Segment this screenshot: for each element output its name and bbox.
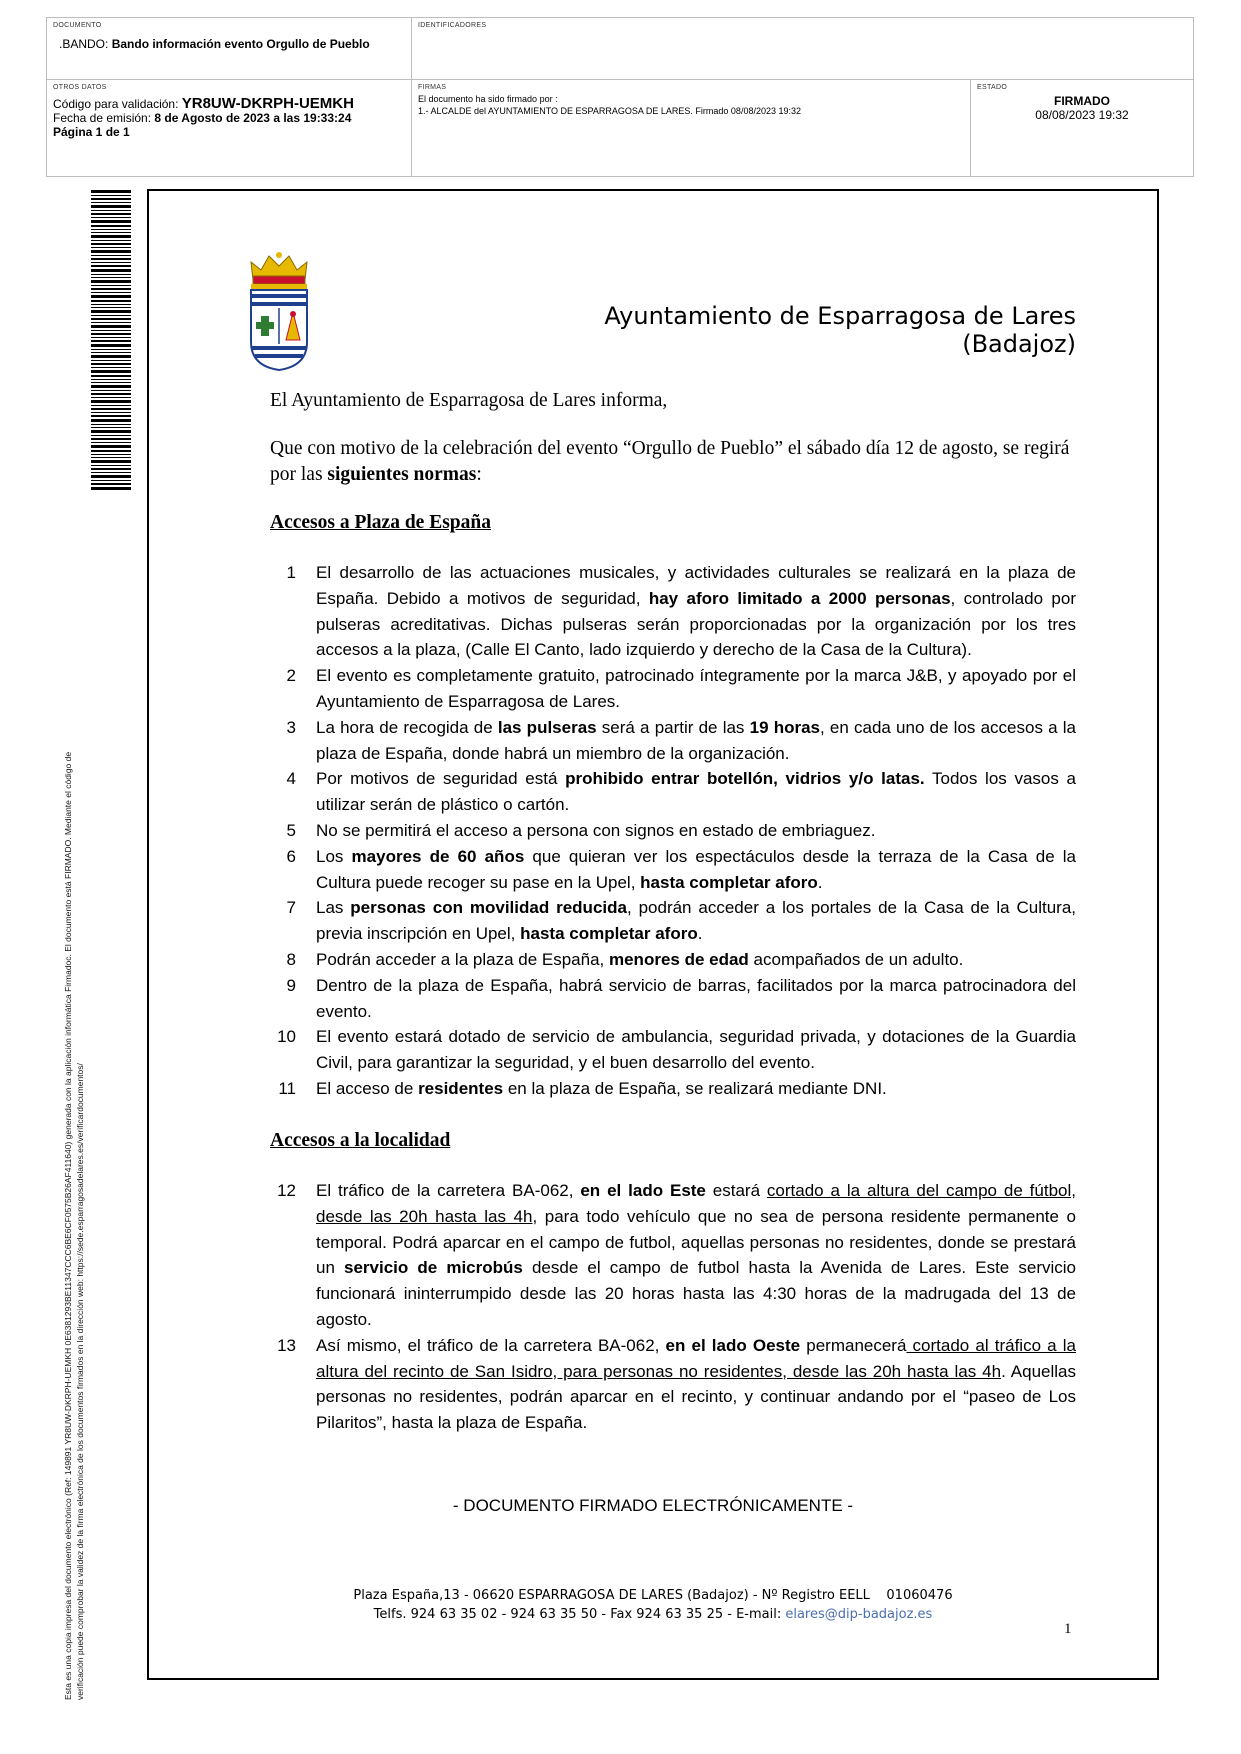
signature-header-table [46, 17, 1194, 177]
list-item: 3 La hora de recogida de las pulseras será a partir de las 19 horas, en cada uno de los accesos a la plaza de España, donde habrá un miembro de la organización. [286, 717, 1076, 763]
estado-value: FIRMADO [1054, 94, 1110, 108]
otros-datos-cell [47, 80, 412, 176]
validation-label: Código para validación: [53, 97, 182, 111]
estado-cell [971, 80, 1193, 176]
emission-date-line [53, 111, 405, 125]
emission-label: Fecha de emisión: [53, 111, 155, 125]
documento-title [59, 37, 405, 52]
list-item: 6 Los mayores de 60 años que quieran ver los espectáculos desde la terraza de la Casa de la Cultura puede recoger su pase en la Upel, hasta completar aforo. [286, 846, 1077, 892]
identificadores-cell [412, 18, 1193, 80]
intro-paragraph: El Ayuntamiento de Esparragosa de Lares informa, [270, 390, 668, 411]
rules-list-plaza [276, 560, 1076, 1102]
list-item: 5 No se permitirá el acceso a persona con signos en estado de embriaguez. [286, 820, 876, 840]
footer-address: Plaza España,13 - 06620 ESPARRAGOSA DE LARES (Badajoz) - Nº Registro EELL 01060476 [353, 1588, 953, 1603]
verification-side-text [62, 520, 86, 1700]
verification-line-2: verificación puede comprobar la validez de la firma electrónica de los documentos firmados en la dirección web: https://sede.esparragosadelares.es/verificardocumentos/ [75, 1063, 85, 1700]
documento-name: Bando información evento Orgullo de Pueblo [111, 37, 370, 51]
list-item: 10 El evento estará dotado de servicio de ambulancia, seguridad privada, y dotaciones de la Guardia Civil, para garantizar la seguridad, y el buen desarrollo del evento. [277, 1027, 1076, 1073]
section-heading-localidad: Accesos a la localidad [270, 1130, 451, 1151]
rules-intro-text: Que con motivo de la celebración del evento “Orgullo de Pueblo” el sábado día 12 de agosto, se regirá por las [270, 438, 1070, 485]
list-item: 7 Las personas con movilidad reducida, podrán acceder a los portales de la Casa de la Cultura, previa inscripción en Upel, hasta completar aforo. [286, 898, 1076, 944]
rules-list-localidad [276, 1178, 1076, 1436]
validation-code-line [53, 97, 405, 111]
firmas-line-2: 1.- ALCALDE del AYUNTAMIENTO DE ESPARRAGOSA DE LARES. Firmado 08/08/2023 19:32 [418, 106, 801, 116]
footer-email-link[interactable]: elares@dip-badajoz.es [785, 1607, 933, 1622]
footer-contact: Telfs. 924 63 35 02 - 924 63 35 50 - Fax 924 63 35 25 - E-mail: elares@dip-badajoz.es [373, 1607, 933, 1622]
identificadores-label: IDENTIFICADORES [418, 22, 487, 29]
page-count: Página 1 de 1 [53, 125, 130, 139]
section-heading-plaza: Accesos a Plaza de España [270, 512, 491, 533]
firmas-cell [412, 80, 971, 176]
list-item: 2 El evento es completamente gratuito, patrocinado íntegramente por la marca J&B, y apoyado por el Ayuntamiento de Esparragosa de Lares. [286, 666, 1076, 711]
estado-label: ESTADO [977, 84, 1008, 91]
estado-date: 08/08/2023 19:32 [1035, 108, 1129, 122]
verification-line-1: Esta es una copia impresa del documento electrónico (Ref: 149891 YR8UW-DKRPH-UEMKH 0E6381293BE11347CCC6BE6CF0575B26AF411640) generada con la aplicación informática Firmadoc. El documento está FIRMADO. Mediante el código de [63, 751, 73, 1700]
list-item: 12 El tráfico de la carretera BA-062, en el lado Este estará cortado a la altura del campo de fútbol, desde las 20h hasta las 4h, para todo vehículo que no sea de persona residente permanente o temporal. Podrá aparcar en el campo de futbol, aquellas personas no residentes, donde se prestará un servicio de microbús desde el campo de futbol hasta la Avenida de Lares. Este servicio funcionará ininterrumpido desde las 20 horas hasta las 4:30 horas de la madrugada del 13 de agosto. [277, 1181, 1077, 1329]
barcode-image [91, 190, 131, 490]
documento-prefix: .BANDO: [59, 37, 112, 51]
list-item: 11 El acceso de residentes en la plaza de España, se realizará mediante DNI. [278, 1078, 887, 1098]
letter-footer [147, 1586, 1159, 1624]
list-item: 9 Dentro de la plaza de España, habrá servicio de barras, facilitados por la marca patrocinadora del evento. [286, 975, 1076, 1021]
rules-intro-bold: siguientes normas [327, 464, 477, 485]
rules-intro-paragraph [270, 436, 1076, 488]
emission-value: 8 de Agosto de 2023 a las 19:33:24 [154, 111, 352, 125]
ayuntamiento-heading: Ayuntamiento de Esparragosa de Lares (Badajoz) [604, 302, 1076, 358]
page-number: 1 [1064, 1621, 1072, 1637]
documento-cell [47, 18, 412, 80]
list-item: 1 El desarrollo de las actuaciones musicales, y actividades culturales se realizará en la plaza de España. Debido a motivos de seguridad, hay aforo limitado a 2000 personas, controlado por pulseras acreditativas. Dichas pulseras serán proporcionadas por la organización por los tres accesos a la plaza, (Calle El Canto, lado izquierdo y derecho de la Casa de la Cultura). [286, 563, 1076, 660]
list-item: 8 Podrán acceder a la plaza de España, menores de edad acompañados de un adulto. [286, 949, 964, 969]
firmas-line-1: El documento ha sido firmado por : [418, 94, 558, 104]
documento-label: DOCUMENTO [53, 22, 102, 29]
rules-intro-colon: : [476, 464, 482, 485]
validation-code: YR8UW-DKRPH-UEMKH [181, 95, 354, 112]
list-item: 4 Por motivos de seguridad está prohibido entrar botellón, vidrios y/o latas. Todos los vasos a utilizar serán de plástico o cartón. [286, 769, 1076, 815]
list-item: 13 Así mismo, el tráfico de la carretera BA-062, en el lado Oeste permanecerá cortado al tráfico a la altura del recinto de San Isidro, para personas no residentes, desde las 20h hasta las 4h. Aquellas personas no residentes, podrán aparcar en el recinto, y continuar andando por el “paseo de Los Pilaritos”, hasta la plaza de España. [277, 1335, 1076, 1433]
otros-datos-label: OTROS DATOS [53, 84, 107, 91]
coat-of-arms-icon [247, 250, 311, 372]
electronic-signature-note: - DOCUMENTO FIRMADO ELECTRÓNICAMENTE - [452, 1496, 854, 1515]
firmas-label: FIRMAS [418, 84, 447, 91]
